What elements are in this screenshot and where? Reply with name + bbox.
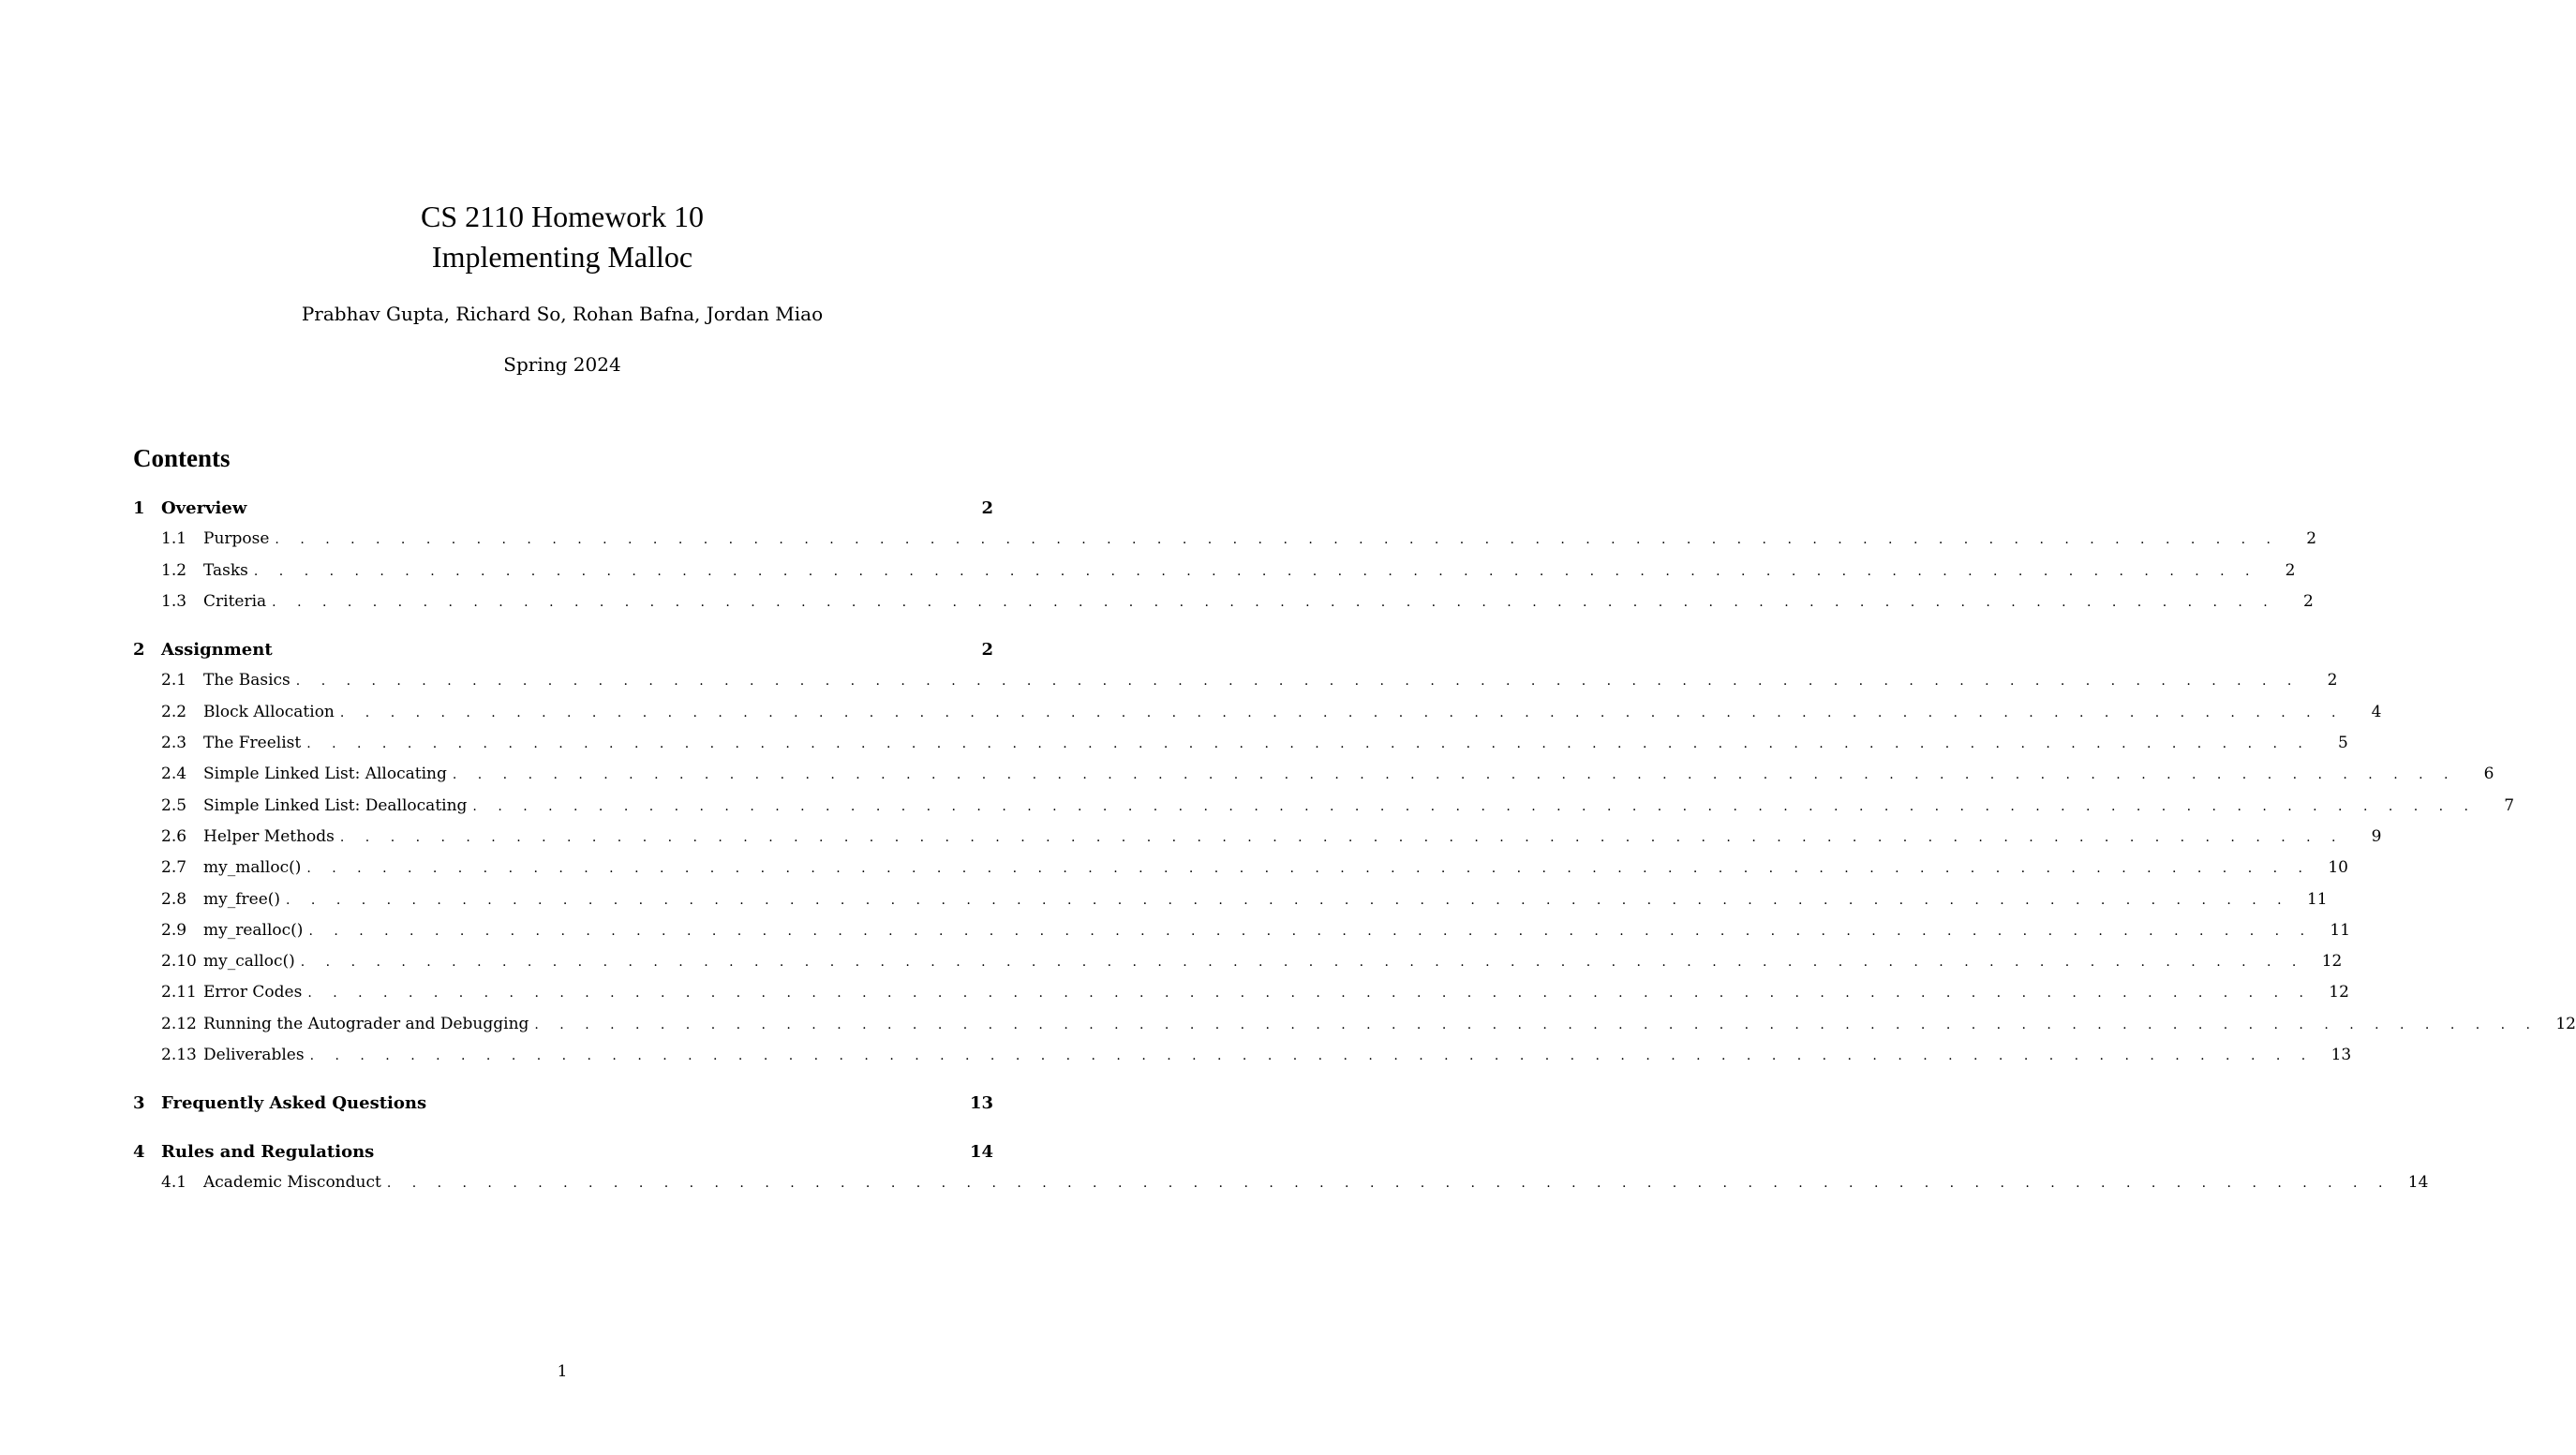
toc-subsection-title: my_free() — [203, 889, 281, 909]
toc-leader-dots: . . . . . . . . . . . . . . . . . . . . . . . . . . . . . . . . . . . . . . . . . . . . . . . . . . . . . . . . . . . . . . . . . . . . . . . . . . . . . . . . — [452, 767, 2457, 783]
toc-subsection-title: my_calloc() — [203, 952, 295, 972]
toc-subsection-entry[interactable] — [133, 702, 2382, 734]
toc-subsection-page: 4 — [2371, 702, 2382, 721]
toc-subsection-page: 14 — [2407, 1172, 2429, 1192]
toc-subsection-page: 12 — [2555, 1014, 2576, 1033]
toc-subsection-entry[interactable] — [133, 560, 2296, 592]
toc-subsection-page: 12 — [2329, 983, 2349, 1002]
toc-leader-dots: . . . . . . . . . . . . . . . . . . . . . . . . . . . . . . . . . . . . . . . . . . . . . . . . . . . . . . . . . . . . . . . . . . . . . . . . . . . . . . . . — [339, 829, 2345, 845]
toc-subsection-entry[interactable] — [133, 952, 2343, 983]
toc-subsection-entry[interactable] — [133, 983, 2349, 1014]
toc-subsection-title: Purpose — [203, 529, 270, 549]
toc-subsection-title: Simple Linked List: Deallocating — [203, 795, 468, 815]
toc-section — [133, 1093, 993, 1124]
toc-subsection-number: 2.9 — [161, 920, 187, 940]
page-number: 1 — [557, 1362, 568, 1381]
toc-subsection-number: 1.2 — [161, 560, 187, 580]
toc-subsection-number: 2.13 — [161, 1046, 197, 1065]
toc-leader-dots: . . . . . . . . . . . . . . . . . . . . . . . . . . . . . . . . . . . . . . . . . . . . . . . . . . . . . . . . . . . . . . . . . . . . . . . . . . . . . . . . — [306, 736, 2311, 752]
toc-subsection-entry[interactable] — [133, 920, 2351, 952]
toc-subsection-entry[interactable] — [133, 1014, 2576, 1046]
toc-leader-dots: . . . . . . . . . . . . . . . . . . . . . . . . . . . . . . . . . . . . . . . . . . . . . . . . . . . . . . . . . . . . . . . . . . . . . . . . . . . . . . . . — [309, 1048, 2315, 1064]
toc-section-number: 2 — [133, 640, 145, 661]
toc-section-page: 14 — [969, 1141, 993, 1162]
toc-subsection-number: 4.1 — [161, 1172, 187, 1192]
toc-subsection-number: 2.3 — [161, 734, 187, 753]
contents-heading: Contents — [133, 444, 231, 472]
toc-subsection-number: 1.1 — [161, 529, 187, 549]
toc-leader-dots: . . . . . . . . . . . . . . . . . . . . . . . . . . . . . . . . . . . . . . . . . . . . . . . . . . . . . . . . . . . . . . . . . . . . . . . . . . . . . . . . — [534, 1017, 2539, 1032]
toc-section-entry[interactable] — [133, 1142, 993, 1173]
toc-subsection-page: 9 — [2371, 826, 2382, 846]
toc-subsection-page: 6 — [2483, 765, 2494, 784]
toc-leader-dots: . . . . . . . . . . . . . . . . . . . . . . . . . . . . . . . . . . . . . . . . . . . . . . . . . . . . . . . . . . . . . . . . . . . . . . . . . . . . . . . . — [286, 892, 2290, 908]
toc-subsection-title: Block Allocation — [203, 702, 335, 721]
toc-subsection-title: my_malloc() — [203, 858, 302, 878]
toc-subsection-page: 12 — [2321, 952, 2343, 972]
toc-subsection-title: Simple Linked List: Allocating — [203, 765, 447, 784]
toc-leader-dots: . . . . . . . . . . . . . . . . . . . . . . . . . . . . . . . . . . . . . . . . . . . . . . . . . . . . . . . . . . . . . . . . . . . . . . . . . . . . . . . . — [339, 705, 2345, 720]
toc-subsection-entry[interactable] — [133, 1172, 2429, 1204]
toc-subsection-number: 2.7 — [161, 858, 187, 878]
toc-subsection-entry[interactable] — [133, 1046, 2352, 1076]
toc-section-page: 2 — [981, 640, 993, 661]
toc-section — [133, 640, 2576, 1076]
toc-section-page: 13 — [969, 1093, 993, 1114]
toc-subsection-entry[interactable] — [133, 765, 2494, 795]
toc-subsection-entry[interactable] — [133, 734, 2348, 765]
toc-subsection-number: 1.3 — [161, 591, 187, 611]
toc-subsection-page: 11 — [2330, 920, 2351, 940]
toc-section-title: Frequently Asked Questions — [161, 1093, 427, 1114]
toc-leader-dots: . . . . . . . . . . . . . . . . . . . . . . . . . . . . . . . . . . . . . . . . . . . . . . . . . . . . . . . . . . . . . . . . . . . . . . . . . . . . . . . . — [386, 1175, 2391, 1191]
toc-subsection-title: Tasks — [203, 560, 248, 580]
toc-subsection-entry[interactable] — [133, 591, 2314, 623]
toc-subsection-page: 7 — [2504, 795, 2515, 815]
toc-subsection-entry[interactable] — [133, 826, 2382, 858]
toc-subsection-page: 11 — [2306, 889, 2328, 909]
toc-section-page: 2 — [981, 498, 993, 518]
toc-subsection-number: 2.6 — [161, 826, 187, 846]
toc-subsection-number: 2.10 — [161, 952, 197, 972]
toc-subsection-page: 10 — [2328, 858, 2348, 878]
toc-section-title: Rules and Regulations — [161, 1141, 375, 1162]
toc-subsection-number: 2.8 — [161, 889, 187, 909]
toc-leader-dots: . . . . . . . . . . . . . . . . . . . . . . . . . . . . . . . . . . . . . . . . . . . . . . . . . . . . . . . . . . . . . . . . . . . . . . . . . . . . . . . . — [472, 798, 2478, 814]
toc-section-entry[interactable] — [133, 1093, 993, 1124]
authors: Prabhav Gupta, Richard So, Rohan Bafna, Jordan Miao — [301, 303, 824, 325]
toc-section — [133, 498, 2317, 623]
toc-section-title: Overview — [161, 498, 247, 518]
toc-subsection-page: 2 — [2302, 591, 2314, 611]
toc-subsection-title: The Freelist — [203, 734, 302, 753]
toc-subsection-page: 2 — [2327, 671, 2338, 690]
toc-subsection-page: 5 — [2338, 734, 2348, 753]
toc-subsection-entry[interactable] — [133, 795, 2515, 827]
title-block — [0, 197, 1124, 379]
toc-leader-dots: . . . . . . . . . . . . . . . . . . . . . . . . . . . . . . . . . . . . . . . . . . . . . . . . . . . . . . . . . . . . . . . . . . . . . . . . . . . . . . . . — [272, 594, 2276, 610]
toc-subsection-page: 13 — [2330, 1046, 2352, 1065]
toc-subsection-title: Helper Methods — [203, 826, 335, 846]
toc-subsection-number: 2.5 — [161, 795, 187, 815]
toc-section-number: 1 — [133, 498, 145, 518]
toc-subsection-title: Error Codes — [203, 983, 303, 1002]
document-subtitle: Implementing Malloc — [431, 240, 693, 274]
toc-subsection-title: my_realloc() — [203, 920, 304, 940]
toc-subsection-number: 2.4 — [161, 765, 187, 784]
toc-subsection-page: 2 — [2306, 529, 2317, 549]
toc-subsection-title: Running the Autograder and Debugging — [203, 1014, 529, 1033]
toc-subsection-title: Criteria — [203, 591, 267, 611]
table-of-contents — [133, 498, 2576, 1221]
toc-leader-dots: . . . . . . . . . . . . . . . . . . . . . . . . . . . . . . . . . . . . . . . . . . . . . . . . . . . . . . . . . . . . . . . . . . . . . . . . . . . . . . . . — [307, 986, 2312, 1002]
toc-leader-dots: . . . . . . . . . . . . . . . . . . . . . . . . . . . . . . . . . . . . . . . . . . . . . . . . . . . . . . . . . . . . . . . . . . . . . . . . . . . . . . . . — [300, 955, 2305, 971]
toc-section-number: 3 — [133, 1093, 145, 1114]
toc-subsection-entry[interactable] — [133, 671, 2338, 702]
toc-leader-dots: . . . . . . . . . . . . . . . . . . . . . . . . . . . . . . . . . . . . . . . . . . . . . . . . . . . . . . . . . . . . . . . . . . . . . . . . . . . . . . . . — [253, 563, 2258, 579]
toc-subsection-title: Academic Misconduct — [203, 1172, 381, 1192]
toc-subsection-number: 2.11 — [161, 983, 197, 1002]
toc-subsection-entry[interactable] — [133, 889, 2328, 921]
toc-subsection-page: 2 — [2285, 560, 2296, 580]
toc-leader-dots: . . . . . . . . . . . . . . . . . . . . . . . . . . . . . . . . . . . . . . . . . . . . . . . . . . . . . . . . . . . . . . . . . . . . . . . . . . . . . . . . — [308, 923, 2314, 939]
toc-subsection-entry[interactable] — [133, 529, 2317, 560]
toc-subsection-title: The Basics — [203, 671, 290, 690]
toc-subsection-number: 2.2 — [161, 702, 187, 721]
toc-subsection-entry[interactable] — [133, 858, 2348, 889]
date: Spring 2024 — [503, 353, 621, 376]
toc-section-entry[interactable] — [133, 640, 993, 671]
toc-section-number: 4 — [133, 1141, 145, 1162]
document-title: CS 2110 Homework 10 — [421, 200, 704, 233]
toc-leader-dots: . . . . . . . . . . . . . . . . . . . . . . . . . . . . . . . . . . . . . . . . . . . . . . . . . . . . . . . . . . . . . . . . . . . . . . . . . . . . . . . . — [295, 674, 2301, 690]
toc-subsection-number: 2.1 — [161, 671, 187, 690]
toc-subsection-title: Deliverables — [203, 1046, 305, 1065]
toc-section-title: Assignment — [161, 640, 273, 661]
toc-leader-dots: . . . . . . . . . . . . . . . . . . . . . . . . . . . . . . . . . . . . . . . . . . . . . . . . . . . . . . . . . . . . . . . . . . . . . . . . . . . . . . . . — [275, 532, 2280, 548]
toc-section-entry[interactable] — [133, 498, 993, 529]
toc-section — [133, 1141, 2429, 1205]
toc-leader-dots: . . . . . . . . . . . . . . . . . . . . . . . . . . . . . . . . . . . . . . . . . . . . . . . . . . . . . . . . . . . . . . . . . . . . . . . . . . . . . . . . — [306, 861, 2311, 877]
toc-subsection-number: 2.12 — [161, 1014, 197, 1033]
